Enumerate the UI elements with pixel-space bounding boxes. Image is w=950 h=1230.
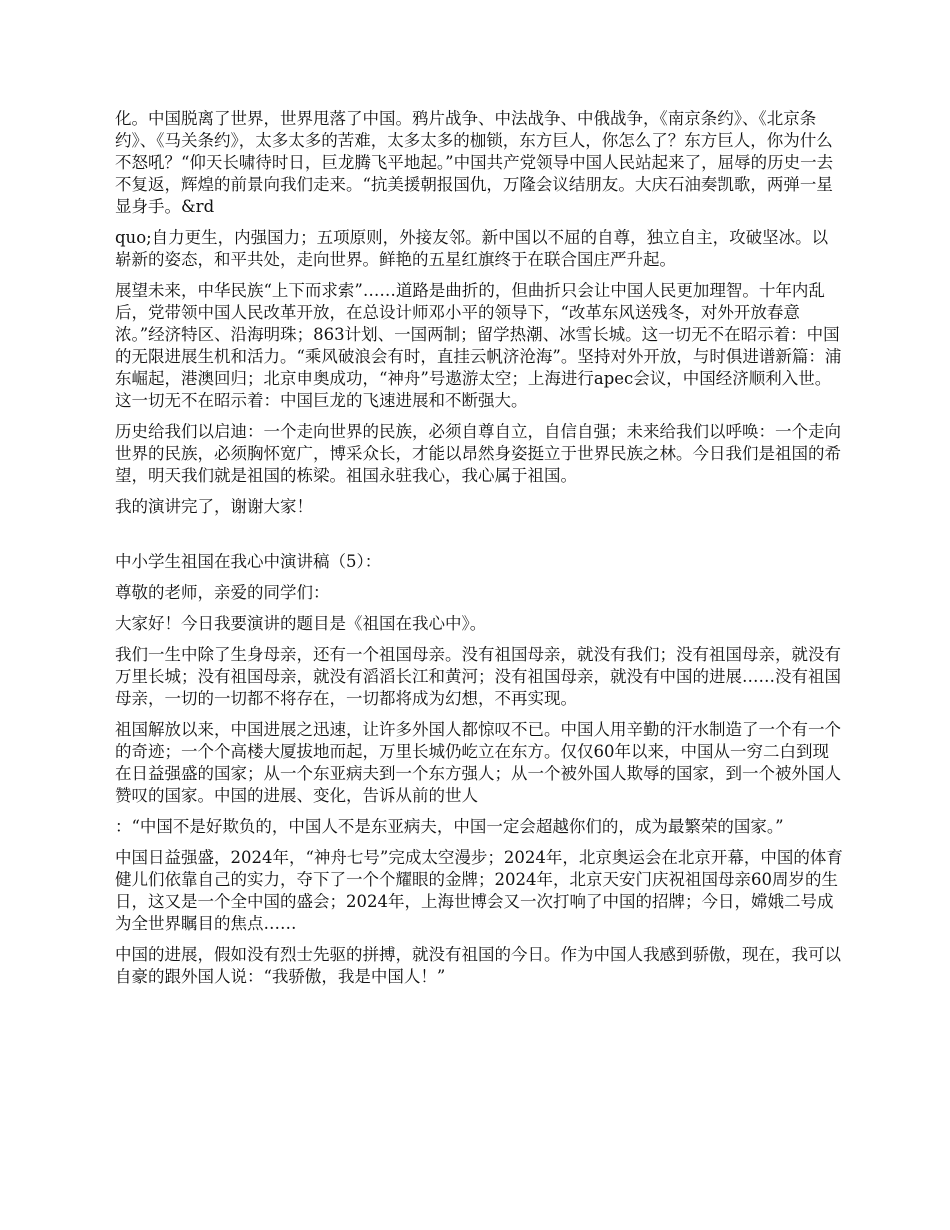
paragraph: 历史给我们以启迪：一个走向世界的民族，必须自尊自立，自信自强；未来给我们以呼唤：一个走向世界的民族，必须胸怀宽广，博采众长，才能以昂然身姿挺立于世界民族之林。今日我们是祖国的希望，明天我们就是祖国的栋梁。祖国永驻我心，我心属于祖国。 xyxy=(115,422,841,485)
section-title: 中小学生祖国在我心中演讲稿（5）： xyxy=(115,552,382,571)
paragraph: 祖国解放以来，中国进展之迅速，让许多外国人都惊叹不已。中国人用辛勤的汗水制造了一个有一个的奇迹；一个个高楼大厦拔地而起，万里长城仍屹立在东方。仅仅60年以来，中国从一穷二白到现在日益强盛的国家；从一个东亚病夫到一个东方强人；从一个被外国人欺辱的国家，到一个被外国人赞叹的国家。中国的进展、变化，告诉从前的世人 xyxy=(115,720,841,805)
greeting: 大家好！今日我要演讲的题目是《祖国在我心中》。 xyxy=(115,614,487,633)
section-spacer xyxy=(115,527,843,551)
paragraph: 展望未来，中华民族“上下而求索”……道路是曲折的，但曲折只会让中国人民更加理智。十年内乱后，党带领中国人民改革开放，在总设计师邓小平的领导下，“改革东风送残冬，对外开放春意浓。”经济特区、沿海明珠；863计划、一国两制；留学热潮、冰雪长城。这一切无不在昭示着：中国的无限进展生机和活力。“乘风破浪会有时，直挂云帆济沧海”。坚持对外开放，与时俱进谱新篇：浦东崛起，港澳回归；北京申奥成功，“神舟”号遨游太空；上海进行apec会议，中国经济顺利入世。这一切无不在昭示着：中国巨龙的飞速进展和不断强大。 xyxy=(115,281,842,410)
document-page xyxy=(115,108,843,997)
paragraph: 中国日益强盛，2024年，“神舟七号”完成太空漫步；2024年，北京奥运会在北京开幕，中国的体育健儿们依靠自己的实力，夺下了一个个耀眼的金牌；2024年，北京天安门庆祝祖国母亲60周岁的生日，这又是一个全中国的盛会；2024年，上海世博会又一次打响了中国的招牌；今日，嫦娥二号成为全世界瞩目的焦点…… xyxy=(115,848,843,933)
paragraph: ：“中国不是好欺负的，中国人不是东亚病夫，中国一定会超越你们的，成为最繁荣的国家。” xyxy=(115,817,784,836)
paragraph: 化。中国脱离了世界，世界甩落了中国。鸦片战争、中法战争、中俄战争，《南京条约》、《北京条约》、《马关条约》，太多太多的苦难，太多太多的枷锁，东方巨人，你怎么了？东方巨人，你为什么不怒吼？“仰天长啸待时日，巨龙腾飞平地起。”中国共产党领导中国人民站起来了，屈辱的历史一去不复返，辉煌的前景向我们走来。“抗美援朝报国仇，万隆会议结朋友。大庆石油奏凯歌，两弹一星显身手。&rd xyxy=(115,109,834,216)
paragraph: 中国的进展，假如没有烈士先驱的拼搏，就没有祖国的今日。作为中国人我感到骄傲，现在，我可以自豪的跟外国人说：“我骄傲，我是中国人！” xyxy=(115,945,841,986)
closing-line: 我的演讲完了，谢谢大家！ xyxy=(115,497,313,516)
paragraph: 我们一生中除了生身母亲，还有一个祖国母亲。没有祖国母亲，就没有我们；没有祖国母亲，就没有万里长城；没有祖国母亲，就没有滔滔长江和黄河；没有祖国母亲，就没有中国的进展……没有祖国母亲，一切的一切都不将存在，一切都将成为幻想，不再实现。 xyxy=(115,645,841,708)
paragraph: quo;自力更生，内强国力；五项原则，外接友邻。新中国以不屈的自尊，独立自主，攻破坚冰。以崭新的姿态，和平共处，走向世界。鲜艳的五星红旗终于在联合国庄严升起。 xyxy=(115,228,829,269)
salutation: 尊敬的老师，亲爱的同学们： xyxy=(115,583,330,602)
